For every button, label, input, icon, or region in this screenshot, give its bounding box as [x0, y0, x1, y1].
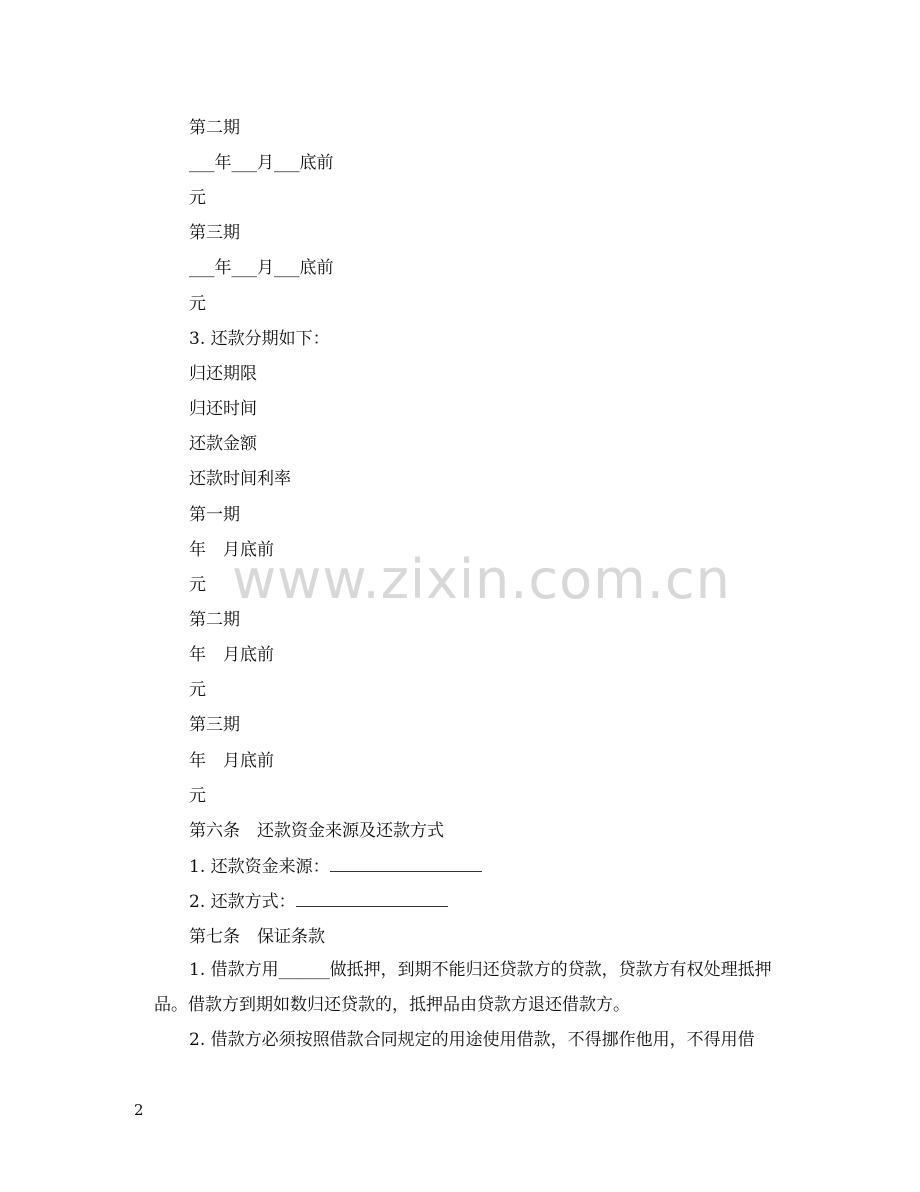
line-phase-3: 第三期 [189, 223, 240, 243]
line-yuan: 元 [189, 188, 206, 208]
article-7-title: 第七条 保证条款 [189, 927, 325, 947]
paragraph-collateral-text: 1. 借款方用______做抵押，到期不能归还贷款方的贷款，贷款方有权处理抵押品。借款方到期如数归还贷款的，抵押品由贷款方退还借款方。 [154, 960, 772, 1015]
line-repayment-rate: 还款时间利率 [189, 469, 291, 489]
paragraph-loan-usage-text: 2. 借款方必须按照借款合同规定的用途使用借款，不得挪作他用，不得用借 [189, 1030, 755, 1050]
line-phase-2: 第二期 [189, 118, 240, 138]
line-phase-2: 第二期 [189, 610, 240, 630]
repayment-method-label: 2. 还款方式： [189, 892, 296, 912]
line-date-blank: ___年___月___底前 [189, 153, 334, 173]
paragraph-collateral [154, 953, 786, 1023]
paragraph-loan-usage [154, 1023, 786, 1058]
line-phase-1: 第一期 [189, 505, 240, 525]
line-phase-3: 第三期 [189, 715, 240, 735]
line-return-time: 归还时间 [189, 399, 257, 419]
watermark-text: www.zixin.com.cn [232, 548, 731, 611]
line-installments-heading: 3. 还款分期如下： [189, 329, 330, 349]
repayment-method-line [189, 890, 448, 913]
repayment-method-blank [296, 890, 448, 907]
line-repayment-amount: 还款金额 [189, 434, 257, 454]
source-of-funds-line [189, 855, 482, 878]
source-of-funds-blank [330, 855, 482, 872]
line-date: 年 月底前 [189, 751, 274, 771]
line-date: 年 月底前 [189, 540, 274, 560]
line-return-period: 归还期限 [189, 364, 257, 384]
line-date: 年 月底前 [189, 645, 274, 665]
line-yuan: 元 [189, 294, 206, 314]
line-yuan: 元 [189, 575, 206, 595]
line-yuan: 元 [189, 680, 206, 700]
article-6-title: 第六条 还款资金来源及还款方式 [189, 821, 444, 841]
page-number: 2 [134, 1101, 144, 1119]
line-yuan: 元 [189, 786, 206, 806]
source-of-funds-label: 1. 还款资金来源： [189, 857, 330, 877]
line-date-blank: ___年___月___底前 [189, 258, 334, 278]
